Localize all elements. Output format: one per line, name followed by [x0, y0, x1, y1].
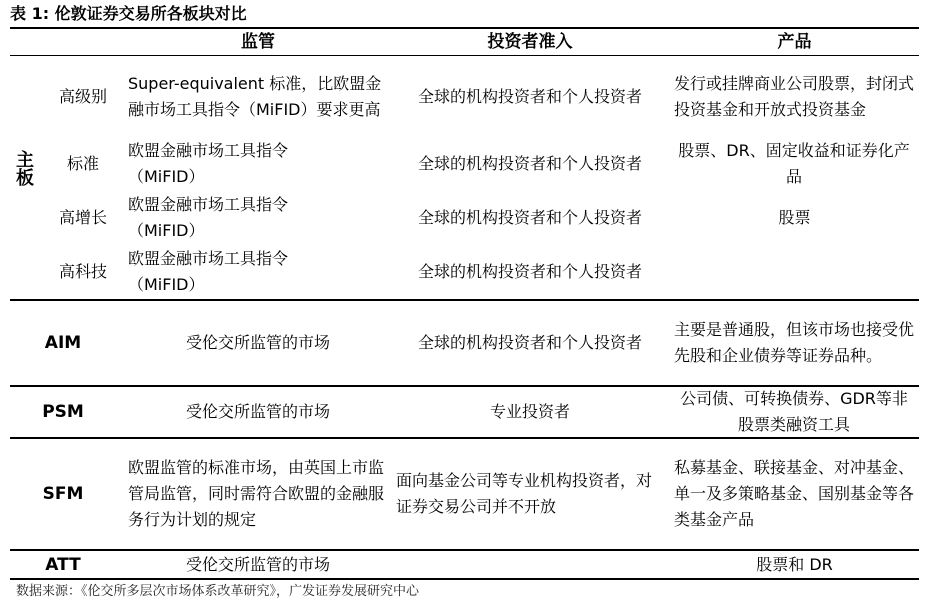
regulation-high-growth: 欧盟金融市场工具指令（MiFID）: [128, 195, 289, 240]
investors-high-growth: 全球的机构投资者和个人投资者: [417, 208, 642, 227]
segment-standard: 标准: [66, 154, 99, 173]
products-high-tech: [670, 245, 919, 299]
products-standard: 股票、DR、固定收益和证券化产品: [678, 141, 910, 186]
header-regulation: 监管: [241, 32, 275, 52]
investors-att: [390, 551, 670, 578]
rule-bottom: [10, 578, 919, 580]
investors-high-tech: 全球的机构投资者和个人投资者: [417, 262, 642, 281]
regulation-psm: 受伦交所监管的市场: [185, 402, 330, 421]
header-products: 产品: [777, 32, 812, 52]
products-att: 股票和 DR: [756, 554, 833, 574]
table-title: 表 1: 伦敦证券交易所各板块对比: [10, 4, 247, 23]
investors-psm: 专业投资者: [489, 402, 570, 421]
investors-premium: 全球的机构投资者和个人投资者: [417, 87, 642, 106]
main-board-label: 主板: [13, 150, 34, 186]
segment-high-tech: 高科技: [58, 262, 107, 281]
investors-standard: 全球的机构投资者和个人投资者: [417, 154, 642, 173]
board-name-sfm: SFM: [42, 484, 84, 504]
segment-high-growth: 高增长: [58, 208, 107, 227]
products-aim: 主要是普通股，但该市场也接受优先股和企业债券等证券品种。: [674, 320, 915, 365]
regulation-high-tech: 欧盟金融市场工具指令（MiFID）: [128, 249, 289, 294]
data-source-note: 数据来源：《伦交所多层次市场体系改革研究》，广发证券发展研究中心: [16, 584, 420, 599]
regulation-standard: 欧盟金融市场工具指令（MiFID）: [128, 141, 289, 186]
board-name-att: ATT: [45, 554, 81, 575]
segment-premium: 高级别: [58, 87, 107, 106]
rule-header: [10, 55, 919, 56]
regulation-aim: 受伦交所监管的市场: [185, 333, 330, 352]
board-name-aim: AIM: [44, 333, 82, 353]
investors-sfm: 面向基金公司等专业机构投资者，对证券交易公司并不开放: [396, 471, 653, 516]
products-psm: 公司债、可转换债券、GDR等非股票类融资工具: [680, 389, 908, 434]
products-sfm: 私募基金、联接基金、对冲基金、单一及多策略基金、国别基金等各类基金产品: [674, 458, 915, 529]
products-premium: 发行或挂牌商业公司股票，封闭式投资基金和开放式投资基金: [674, 74, 915, 119]
products-high-growth: 股票: [778, 208, 811, 227]
board-name-psm: PSM: [42, 402, 84, 422]
header-investor-access: 投资者准入: [487, 32, 573, 52]
investors-aim: 全球的机构投资者和个人投资者: [417, 333, 642, 352]
regulation-premium: Super-equivalent 标准，比欧盟金融市场工具指令（MiFID）要求更高: [128, 74, 382, 119]
regulation-att: 受伦交所监管的市场: [185, 554, 330, 574]
regulation-sfm: 欧盟监管的标准市场，由英国上市监管局监管，同时需符合欧盟的金融服务行为计划的规定: [128, 458, 385, 529]
